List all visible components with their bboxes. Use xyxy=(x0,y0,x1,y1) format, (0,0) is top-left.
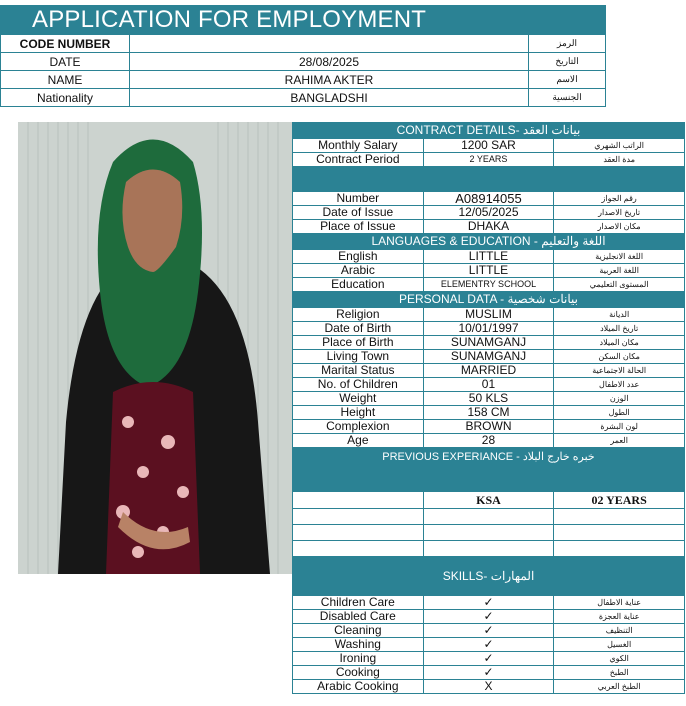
skill-label: Arabic Cooking xyxy=(293,680,424,694)
personal-row xyxy=(293,434,685,448)
field-label: Arabic xyxy=(293,264,424,278)
section-heading: LANGUAGES & EDUCATION - اللغة والتعليم xyxy=(293,234,685,250)
contract-row xyxy=(293,139,685,153)
field-label-arabic: العمر xyxy=(554,434,685,448)
field-value: RAHIMA AKTER xyxy=(130,71,529,89)
field-value: SUNAMGANJ xyxy=(423,350,554,364)
skill-label: Cooking xyxy=(293,666,424,680)
field-label-arabic: تاريخ الميلاد xyxy=(554,322,685,336)
personal-row xyxy=(293,336,685,350)
personal-row xyxy=(293,350,685,364)
personal-row xyxy=(293,378,685,392)
field-label-arabic: التاريخ xyxy=(529,53,606,71)
field-value: ELEMENTRY SCHOOL xyxy=(423,278,554,292)
field-label-arabic: الراتب الشهري xyxy=(554,139,685,153)
languages-header xyxy=(293,234,685,250)
skill-label: Disabled Care xyxy=(293,610,424,624)
personal-row xyxy=(293,392,685,406)
skill-row xyxy=(293,652,685,666)
field-value xyxy=(130,35,529,53)
language-row xyxy=(293,264,685,278)
personal-row xyxy=(293,308,685,322)
field-label-arabic: الاسم xyxy=(529,71,606,89)
field-label: Monthly Salary xyxy=(293,139,424,153)
skill-label: Children Care xyxy=(293,596,424,610)
experience-country: KSA xyxy=(423,492,554,509)
field-label: Nationality xyxy=(1,89,130,107)
applicant-photo xyxy=(18,122,292,574)
field-label: CODE NUMBER xyxy=(1,35,130,53)
field-value: 28/08/2025 xyxy=(130,53,529,71)
skill-label-arabic: الطبخ العربي xyxy=(554,680,685,694)
field-value: MARRIED xyxy=(423,364,554,378)
skill-cross: X xyxy=(423,680,554,694)
field-label: Date of Issue xyxy=(293,206,424,220)
skill-check: ✓ xyxy=(423,638,554,652)
skill-check: ✓ xyxy=(423,596,554,610)
skill-label: Ironing xyxy=(293,652,424,666)
contract-details-header xyxy=(293,123,685,139)
field-label-arabic: عدد الاطفال xyxy=(554,378,685,392)
field-label: Weight xyxy=(293,392,424,406)
applicant-summary-table xyxy=(0,34,606,107)
skill-label-arabic: الطبخ xyxy=(554,666,685,680)
skill-label-arabic: الكوي xyxy=(554,652,685,666)
skill-label: Cleaning xyxy=(293,624,424,638)
date-row xyxy=(1,53,606,71)
field-label-arabic: الرمز xyxy=(529,35,606,53)
field-label-arabic: مكان السكن xyxy=(554,350,685,364)
field-value: LITTLE xyxy=(423,264,554,278)
skill-check: ✓ xyxy=(423,610,554,624)
code-number-row xyxy=(1,35,606,53)
experience-empty-row xyxy=(293,541,685,557)
experience-row xyxy=(293,492,685,509)
personal-data-header xyxy=(293,292,685,308)
section-heading: PERSONAL DATA - بيانات شخصية xyxy=(293,292,685,308)
field-label: Age xyxy=(293,434,424,448)
passport-row xyxy=(293,192,685,206)
skill-check: ✓ xyxy=(423,666,554,680)
field-value: 2 YEARS xyxy=(423,153,554,167)
field-value: 50 KLS xyxy=(423,392,554,406)
experience-header xyxy=(293,448,685,492)
field-label: Place of Issue xyxy=(293,220,424,234)
skill-row xyxy=(293,610,685,624)
field-label-arabic: مكان الاصدار xyxy=(554,220,685,234)
personal-row xyxy=(293,406,685,420)
experience-empty-row xyxy=(293,525,685,541)
field-value: 28 xyxy=(423,434,554,448)
experience-period: 02 YEARS xyxy=(554,492,685,509)
field-value: 12/05/2025 xyxy=(423,206,554,220)
field-label-arabic: الجنسية xyxy=(529,89,606,107)
section-heading: PREVIOUS EXPERIANCE - خبره خارج البلاد xyxy=(293,448,685,492)
field-value: 01 xyxy=(423,378,554,392)
section-band xyxy=(293,167,685,192)
field-label-arabic: الطول xyxy=(554,406,685,420)
field-label-arabic: الحالة الاجتماعية xyxy=(554,364,685,378)
language-row xyxy=(293,250,685,264)
skill-label-arabic: التنظيف xyxy=(554,624,685,638)
field-label: Date of Birth xyxy=(293,322,424,336)
field-label-arabic: الوزن xyxy=(554,392,685,406)
field-label: English xyxy=(293,250,424,264)
personal-row xyxy=(293,364,685,378)
field-label-arabic: المستوى التعليمي xyxy=(554,278,685,292)
field-label: Religion xyxy=(293,308,424,322)
skill-check: ✓ xyxy=(423,652,554,666)
skill-row xyxy=(293,638,685,652)
details-table xyxy=(292,122,685,694)
skill-label-arabic: عناية الاطفال xyxy=(554,596,685,610)
experience-empty-row xyxy=(293,509,685,525)
skill-row xyxy=(293,680,685,694)
field-value: LITTLE xyxy=(423,250,554,264)
skill-row xyxy=(293,624,685,638)
personal-row xyxy=(293,322,685,336)
passport-row xyxy=(293,220,685,234)
skill-row xyxy=(293,666,685,680)
personal-row xyxy=(293,420,685,434)
field-label: NAME xyxy=(1,71,130,89)
skill-label-arabic: الغسيل xyxy=(554,638,685,652)
field-value: 1200 SAR xyxy=(423,139,554,153)
name-row xyxy=(1,71,606,89)
field-label: Place of Birth xyxy=(293,336,424,350)
language-row xyxy=(293,278,685,292)
field-label: Living Town xyxy=(293,350,424,364)
field-label: Marital Status xyxy=(293,364,424,378)
field-label-arabic: لون البشرة xyxy=(554,420,685,434)
section-heading: CONTRACT DETAILS- بيانات العقد xyxy=(293,123,685,139)
skill-label: Washing xyxy=(293,638,424,652)
field-value: DHAKA xyxy=(423,220,554,234)
field-label-arabic: الديانة xyxy=(554,308,685,322)
details-panel xyxy=(292,122,685,694)
field-label-arabic: اللغة العربية xyxy=(554,264,685,278)
field-label: Complexion xyxy=(293,420,424,434)
field-label-arabic: تاريخ الاصدار xyxy=(554,206,685,220)
field-value: A08914055 xyxy=(423,192,554,206)
passport-row xyxy=(293,206,685,220)
skills-header xyxy=(293,557,685,596)
field-label: Number xyxy=(293,192,424,206)
field-value: BANGLADSHI xyxy=(130,89,529,107)
field-value: SUNAMGANJ xyxy=(423,336,554,350)
field-label-arabic: مدة العقد xyxy=(554,153,685,167)
field-label: Contract Period xyxy=(293,153,424,167)
skill-label-arabic: عناية العجزة xyxy=(554,610,685,624)
field-value: 158 CM xyxy=(423,406,554,420)
field-label: Height xyxy=(293,406,424,420)
field-value: BROWN xyxy=(423,420,554,434)
field-label-arabic: مكان الميلاد xyxy=(554,336,685,350)
skill-check: ✓ xyxy=(423,624,554,638)
document-title: APPLICATION FOR EMPLOYMENT xyxy=(0,5,606,34)
section-heading: SKILLS- المهارات xyxy=(293,557,685,596)
skill-row xyxy=(293,596,685,610)
field-label: No. of Children xyxy=(293,378,424,392)
field-value: MUSLIM xyxy=(423,308,554,322)
field-label: Education xyxy=(293,278,424,292)
field-value: 10/01/1997 xyxy=(423,322,554,336)
contract-row xyxy=(293,153,685,167)
nationality-row xyxy=(1,89,606,107)
field-label-arabic: اللغة الانجليزية xyxy=(554,250,685,264)
field-label-arabic: رقم الجواز xyxy=(554,192,685,206)
field-label: DATE xyxy=(1,53,130,71)
